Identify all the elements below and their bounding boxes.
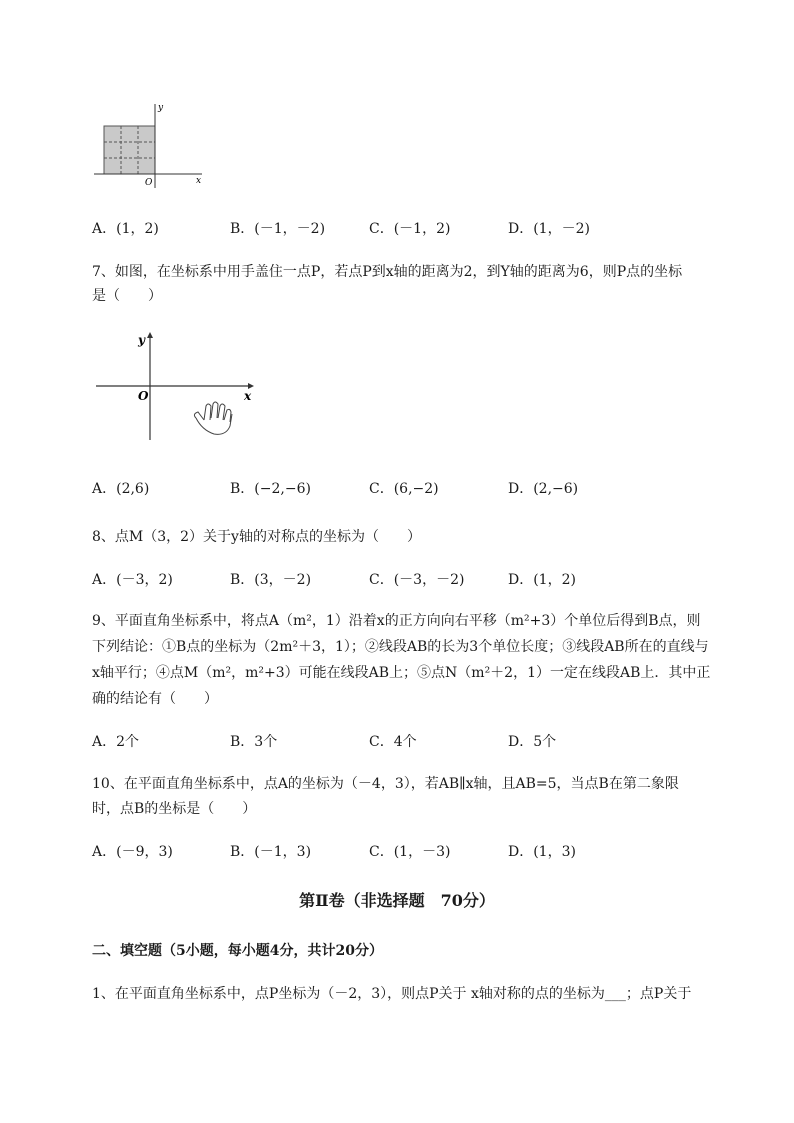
option-b[interactable]: B．(−2,−6) — [230, 481, 311, 497]
y-axis-label: y — [138, 333, 145, 347]
q8-options — [92, 570, 732, 590]
option-a[interactable]: A．(－9，3) — [92, 844, 173, 860]
option-a[interactable]: A．2个 — [92, 734, 140, 750]
option-d[interactable]: D．(1，2) — [508, 572, 576, 588]
section2-title: 二、填空题（5小题，每小题4分，共计20分） — [92, 943, 383, 959]
q7-text-line2: 是（ ） — [92, 288, 162, 304]
option-c[interactable]: C．(－1，2) — [369, 221, 451, 237]
option-c[interactable]: C．4个 — [369, 734, 417, 750]
origin-label: O — [138, 389, 149, 403]
option-c[interactable]: C．(6,−2) — [369, 481, 439, 497]
option-c[interactable]: C．(1，－3) — [369, 844, 451, 860]
q7-text-line1: 7、如图，在坐标系中用手盖住一点P，若点P到x轴的距离为2，到Y轴的距离为6，则P点的坐标 — [92, 264, 683, 280]
q9-options — [92, 732, 732, 752]
option-b[interactable]: B．3个 — [230, 734, 278, 750]
option-c[interactable]: C．(－3，－2) — [369, 572, 465, 588]
q9-text-line3: x轴平行；④点M（m²，m²+3）可能在线段AB上；⑤点N（m²＋2，1）一定在线段AB上．其中正 — [92, 665, 711, 681]
option-a[interactable]: A．(1，2) — [92, 221, 159, 237]
q10-options — [92, 842, 732, 862]
q9-text-line4: 确的结论有（ ） — [92, 691, 218, 707]
q7-coordinate-figure — [92, 330, 262, 445]
part2-heading: 第Ⅱ卷（非选择题 70分） — [299, 891, 495, 910]
origin-label: O — [145, 178, 153, 188]
x-axis-label: x — [244, 389, 252, 403]
shaded-grid-rect — [104, 126, 155, 174]
option-d[interactable]: D．(1，3) — [508, 844, 576, 860]
option-b[interactable]: B．(3，－2) — [230, 572, 312, 588]
y-axis-label: y — [158, 103, 164, 113]
option-b[interactable]: B．(－1，3) — [230, 844, 312, 860]
q9-text-line2: 下列结论：①B点的坐标为（2m²＋3，1）；②线段AB的长为3个单位长度；③线段AB所在的直线与 — [92, 639, 709, 655]
q6-options — [92, 219, 732, 239]
q7-options — [92, 479, 732, 499]
option-a[interactable]: A．(－3，2) — [92, 572, 173, 588]
option-d[interactable]: D．(1，－2) — [508, 221, 590, 237]
q10-text-line1: 10、在平面直角坐标系中，点A的坐标为（－4，3），若AB∥x轴，且AB=5，当点B在第二象限 — [92, 776, 679, 792]
q6-coordinate-figure — [90, 100, 210, 190]
q9-text-line1: 9、平面直角坐标系中，将点A（m²，1）沿着x的正方向向右平移（m²+3）个单位后得到B点，则 — [92, 613, 701, 629]
option-b[interactable]: B．(－1，－2) — [230, 221, 326, 237]
option-d[interactable]: D．5个 — [508, 734, 557, 750]
hand-icon — [194, 402, 232, 434]
q8-text-line1: 8、点M（3，2）关于y轴的对称点的坐标为（ ） — [92, 529, 421, 545]
option-d[interactable]: D．(2,−6) — [508, 481, 579, 497]
fill1-text-line1: 1、在平面直角坐标系中，点P坐标为（－2，3），则点P关于 x轴对称的点的坐标为___；点P关于 — [92, 986, 692, 1002]
q10-text-line2: 时，点B的坐标是（ ） — [92, 801, 257, 817]
option-a[interactable]: A．(2,6) — [92, 481, 150, 497]
x-axis-label: x — [196, 176, 202, 186]
